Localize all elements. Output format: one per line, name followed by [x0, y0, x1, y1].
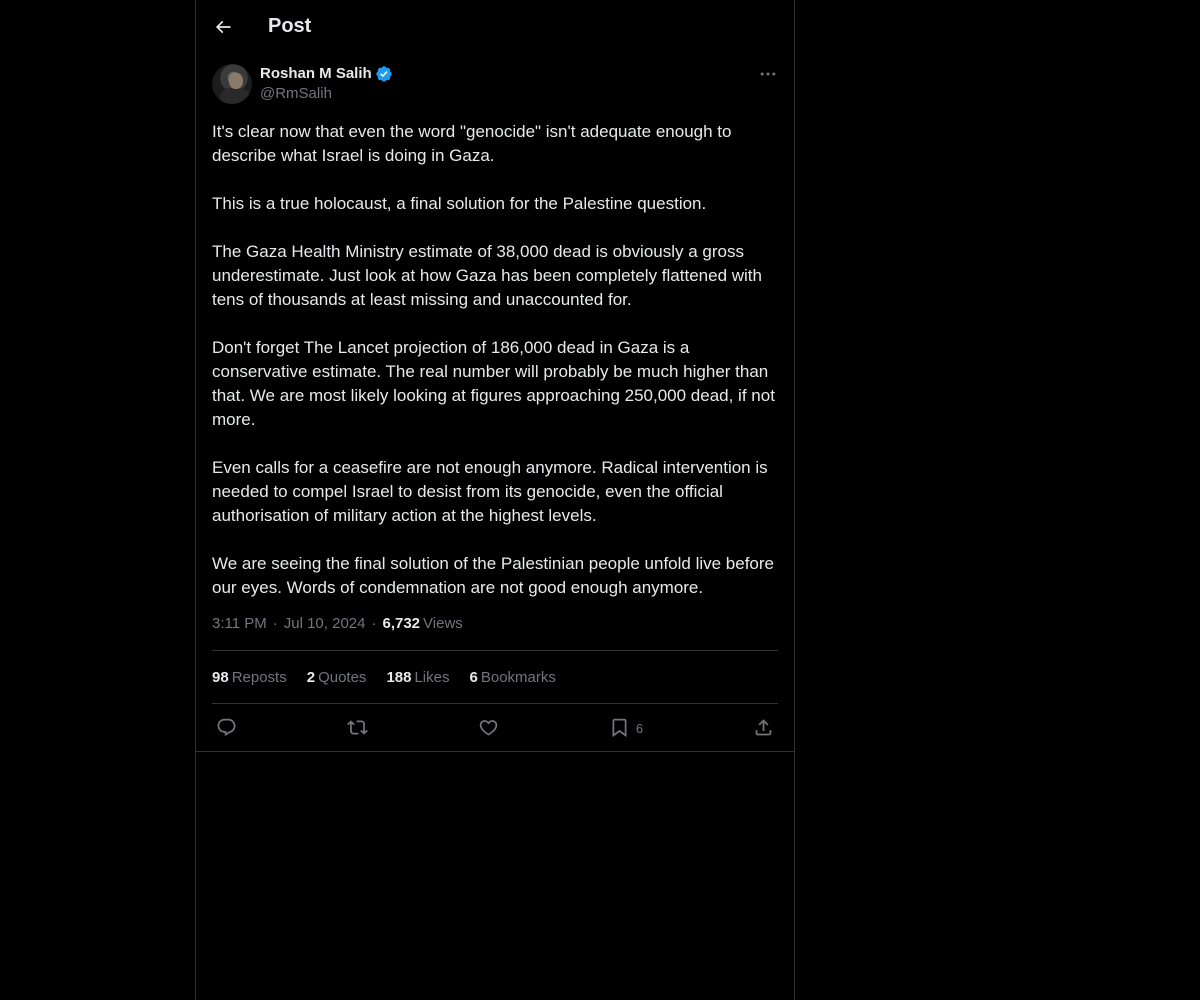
post-paragraph: Don't forget The Lancet projection of 186,000 dead in Gaza is a conservative estimate. The real number will probably be much higher than that. We are most likely looking at figures approaching 250,000 dead, if not more. — [212, 338, 775, 429]
likes-label: Likes — [414, 668, 450, 686]
post — [196, 64, 794, 752]
more-dots-icon — [758, 64, 778, 84]
post-paragraph: It's clear now that even the word "genocide" isn't adequate enough to describe what Israel is doing in Gaza. — [212, 122, 732, 165]
quotes-label: Quotes — [318, 668, 367, 686]
meta-separator: · — [272, 615, 278, 632]
likes-stat[interactable] — [386, 669, 449, 686]
repost-icon — [347, 717, 368, 738]
post-paragraph: The Gaza Health Ministry estimate of 38,000 dead is obviously a gross underestimate. Just look at how Gaza has been completely flattened with tens of thousands at least missing and unaccounted for. — [212, 242, 762, 309]
quotes-stat[interactable] — [307, 669, 367, 686]
post-paragraph: We are seeing the final solution of the Palestinian people unfold live before our eyes. Words of condemnation are not good enough anymore. — [212, 554, 775, 597]
bookmarks-label: Bookmarks — [480, 668, 556, 686]
reposts-stat[interactable] — [212, 669, 287, 686]
main-column — [195, 0, 795, 1000]
reply-icon — [216, 717, 237, 738]
share-icon — [753, 717, 774, 738]
post-text — [212, 120, 778, 600]
top-bar — [196, 0, 794, 53]
reposts-count: 98 — [212, 668, 229, 686]
author-names — [260, 64, 393, 104]
reply-button[interactable] — [216, 717, 237, 738]
bookmarks-stat[interactable] — [470, 669, 556, 686]
meta-separator: · — [371, 615, 377, 632]
reposts-label: Reposts — [231, 668, 287, 686]
arrow-left-icon — [213, 17, 233, 37]
avatar[interactable] — [212, 64, 252, 104]
author-name: Roshan M Salih — [260, 65, 372, 82]
quotes-count: 2 — [306, 668, 316, 686]
heart-icon — [478, 717, 499, 738]
bookmark-icon — [609, 717, 630, 738]
verified-badge-icon — [375, 65, 393, 83]
author-name-link[interactable] — [260, 64, 393, 84]
views-label: Views — [423, 615, 463, 632]
post-bottom-divider — [196, 751, 794, 752]
bookmarks-count: 6 — [469, 668, 478, 686]
author-handle[interactable]: @RmSalih — [260, 85, 332, 102]
post-date[interactable]: Jul 10, 2024 — [283, 615, 366, 632]
post-meta — [212, 614, 778, 651]
likes-count: 188 — [386, 668, 412, 686]
more-options-button[interactable] — [758, 64, 778, 84]
post-paragraph: Even calls for a ceasefire are not enough anymore. Radical intervention is needed to compel Israel to desist from its genocide, even the official authorisation of military action at the highest levels. — [212, 458, 768, 525]
author-row — [212, 64, 778, 104]
back-button[interactable] — [206, 10, 240, 44]
bookmark-button[interactable] — [609, 717, 643, 738]
views-count: 6,732 — [382, 615, 421, 632]
engagement-stats — [212, 651, 778, 704]
like-button[interactable] — [478, 717, 499, 738]
action-bar — [212, 704, 778, 751]
post-paragraph: This is a true holocaust, a final solution for the Palestine question. — [212, 194, 707, 213]
bookmark-action-count: 6 — [635, 721, 644, 736]
post-time[interactable]: 3:11 PM — [212, 615, 267, 632]
share-button[interactable] — [753, 717, 774, 738]
repost-button[interactable] — [347, 717, 368, 738]
page-title: Post — [268, 15, 312, 37]
